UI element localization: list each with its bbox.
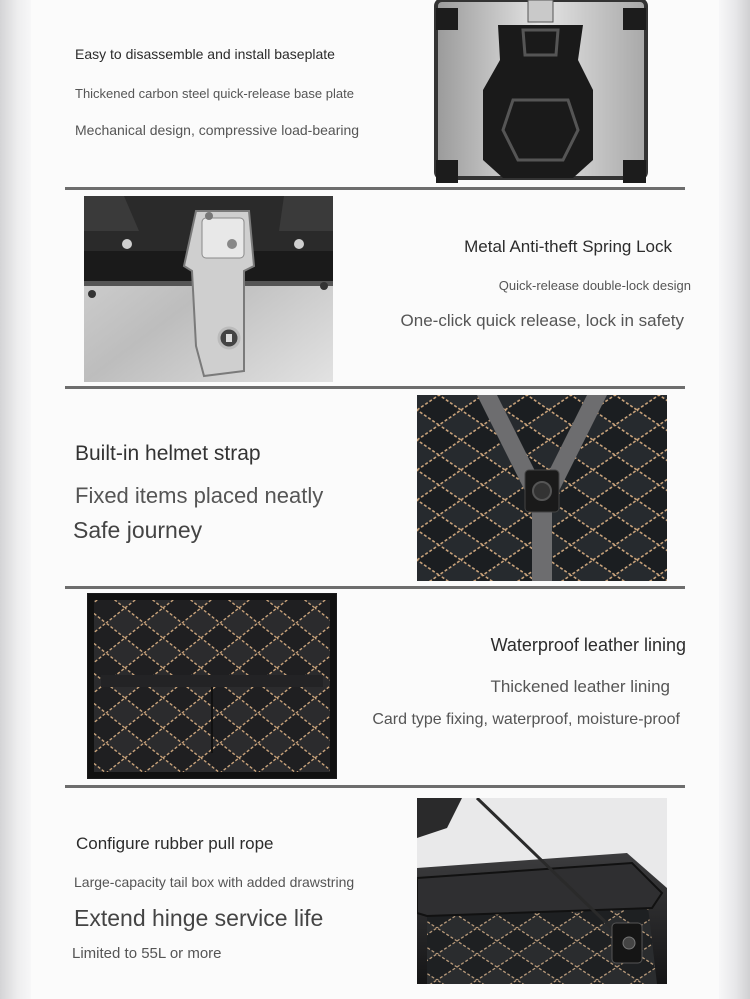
helmet-strap-photo [417, 395, 667, 581]
section-4-line-1: Thickened leather lining [490, 677, 670, 696]
section-1-line-1: Thickened carbon steel quick-release base plate [75, 86, 354, 101]
section-divider [65, 586, 685, 589]
section-3-title: Built-in helmet strap [75, 442, 261, 465]
pull-rope-photo [417, 798, 667, 984]
section-divider [65, 386, 685, 389]
section-3-line-1: Fixed items placed neatly [75, 483, 324, 508]
section-2-title: Metal Anti-theft Spring Lock [464, 237, 672, 256]
section-divider [65, 187, 685, 190]
section-2-line-1: Quick-release double-lock design [498, 278, 691, 293]
leather-lining-photo [87, 593, 337, 779]
section-3-line-2: Safe journey [73, 517, 203, 543]
section-5-title: Configure rubber pull rope [76, 834, 274, 853]
baseplate-photo [428, 0, 653, 185]
section-1-title: Easy to disassemble and install baseplate [75, 46, 335, 62]
section-1-line-2: Mechanical design, compressive load-bearing [75, 122, 360, 138]
section-4-line-2: Card type fixing, waterproof, moisture-proof [372, 711, 680, 728]
section-4-title: Waterproof leather lining [490, 635, 686, 655]
spring-lock-photo [84, 196, 333, 382]
section-5-line-1: Large-capacity tail box with added drawstring [74, 874, 355, 890]
section-divider [65, 785, 685, 788]
section-2-line-2: One-click quick release, lock in safety [400, 311, 684, 330]
section-5-line-2: Extend hinge service life [74, 905, 324, 931]
section-5-line-3: Limited to 55L or more [72, 945, 222, 962]
